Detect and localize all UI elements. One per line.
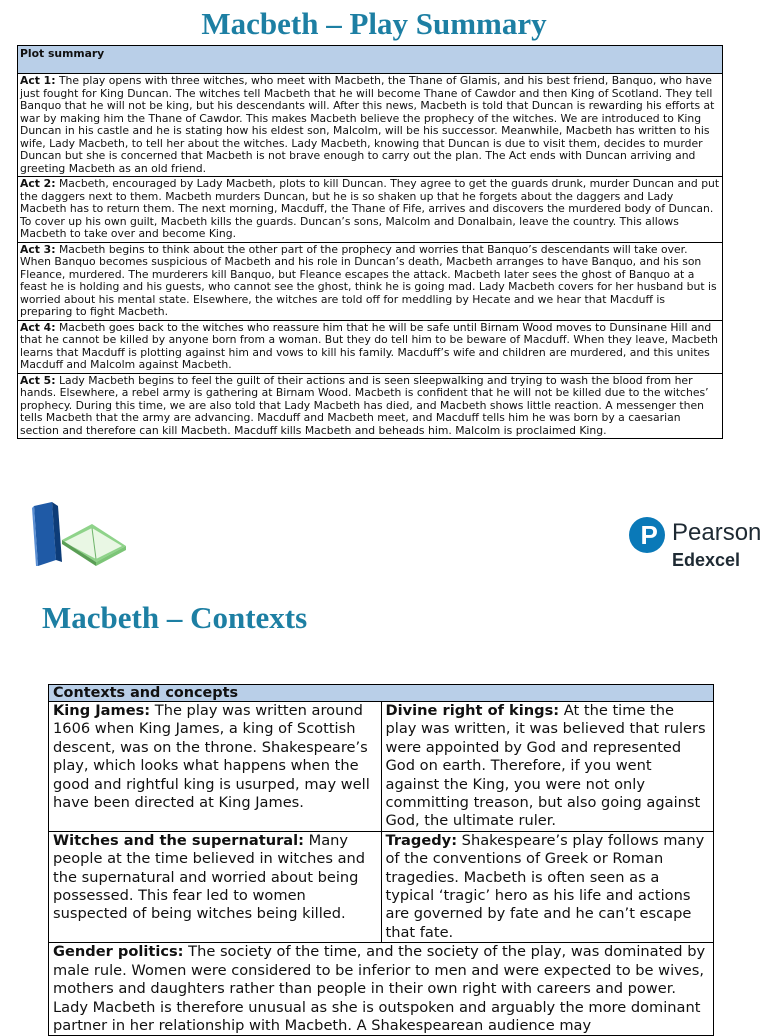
act-text: Macbeth goes back to the witches who reassure him that he will be safe until Birnam Wood moves to Dunsinane Hill and that he cannot be killed by anyone born from a woman. But they do tell him to be beware of Macduff. When they leave, Macbeth learns that Macduff is plotting against him and vows to kill his family. Macduff’s wife and children are murdered, and this unites Macduff and Malcolm against Macbeth. xyxy=(20,320,718,371)
context-cell-tragedy xyxy=(381,831,714,942)
context-text: At the time the play was written, it was believed that rulers were appointed by God and represented God on earth. Therefore, if you went against the King, you were not only committing treason, but also going against God, the ultimate ruler. xyxy=(385,702,706,830)
context-cell-witches xyxy=(49,831,382,942)
act-label: Act 2: xyxy=(20,177,56,190)
act-row xyxy=(18,373,723,439)
act-row xyxy=(18,242,723,320)
context-label: Divine right of kings: xyxy=(385,702,560,719)
contexts-row xyxy=(49,943,714,1036)
contexts-title: Macbeth – Contexts xyxy=(42,600,308,635)
act-cell xyxy=(18,74,723,177)
act-row xyxy=(18,74,723,177)
pearson-logo-icon xyxy=(628,516,668,556)
act-text: Lady Macbeth begins to feel the guilt of their actions and is seen sleepwalking and trying to wash the blood from her hands. Elsewhere, a rebel army is gathering at Birnam Wood. Macbeth is confident that he will not be killed due to the witches’ prophecy. During this time, we are also told that Lady Macbeth has died, and Macbeth shows little reaction. A messenger then tells Macbeth that the army are advancing. Macduff and Macbeth meet, and Macduff tells him he was born by a caesarian section and therefore can kill Macbeth. Macduff kills Macbeth and beheads him. Malcolm is proclaimed King. xyxy=(20,373,709,437)
plot-summary-header: Plot summary xyxy=(18,46,723,74)
context-cell-gender xyxy=(49,943,714,1036)
act-cell xyxy=(18,373,723,439)
plot-summary-header-row xyxy=(18,46,723,74)
context-text: The society of the time, and the society of the play, was dominated by male rule. Women were considered to be inferior to men and were expected to be wives, mothers and daughters rather than people in their own right with careers and power. Lady Macbeth is therefore unusual as she is outspoken and arguably the more dominant partner in her relationship with Macbeth. A Shakespearean audience may xyxy=(53,943,706,1034)
context-text: The play was written around 1606 when King James, a king of Scottish descent, was on the throne. Shakespeare’s play, which looks what happens when the good and rightful king is usurped, may well have been directed at King James. xyxy=(53,702,370,812)
pearson-edexcel-logo xyxy=(628,512,768,572)
context-label: Tragedy: xyxy=(385,831,458,849)
pearson-wordmark: Pearson xyxy=(672,519,762,546)
act-text: Macbeth begins to think about the other part of the prophecy and worries that Banquo’s descendants will take over. When Banquo becomes suspicious of Macbeth and his role in Duncan’s death, Macbeth arranges to have Banquo, and his son Fleance, murdered. The murderers kill Banquo, but Fleance escapes the attack. Macbeth later sees the ghost of Banquo at a feast he is holding and his guests, who cannot see the ghost, think he is going mad. Lady Macbeth covers for her husband but is worried about his mental state. Elsewhere, the witches are told off for meddling by Hecate and we hear that Macduff is preparing to fight Macbeth. xyxy=(20,242,717,318)
svg-text:P: P xyxy=(640,520,658,550)
act-label: Act 1: xyxy=(20,74,56,87)
page-title: Macbeth – Play Summary xyxy=(201,6,547,41)
contexts-header-row xyxy=(49,685,714,702)
act-cell xyxy=(18,177,723,243)
act-label: Act 4: xyxy=(20,320,56,334)
context-text: Shakespeare’s play follows many of the conventions of Greek or Roman tragedies. Macbeth is often seen as a typical ‘tragic’ hero as his life and actions are governed by fate and he can’t escape that fate. xyxy=(385,831,705,941)
act-cell xyxy=(18,242,723,320)
context-label: King James: xyxy=(53,702,151,719)
contexts-row xyxy=(49,831,714,942)
context-text: Many people at the time believed in witches and the supernatural and worried about being possessed. This fear led to women suspected of being witches being killed. xyxy=(53,831,366,923)
act-row xyxy=(18,320,723,373)
act-text: The play opens with three witches, who meet with Macbeth, the Thane of Glamis, and his best friend, Banquo, who have just fought for King Duncan. The witches tell Macbeth that he will become Thane of Cawdor and then King of Scotland. They tell Banquo that he will not be king, but his descendants will. After this news, Macbeth is told that Duncan is rewarding his efforts at war by making him the Thane of Cawdor. This makes Macbeth believe the prophecy of the witches. We are introduced to King Duncan in his castle and he is stating how his eldest son, Malcolm, will be his successor. Meanwhile, Macbeth has written to his wife, Lady Macbeth, to tell her about the witches. Lady Macbeth, knowing that Duncan is due to visit them, decides to murder Duncan but she is concerned that Macbeth is not brave enough to carry out the plan. The Act ends with Duncan arriving and greeting Macbeth as an old friend. xyxy=(20,74,715,175)
context-cell-king-james xyxy=(49,702,382,832)
plot-summary-table xyxy=(17,45,723,439)
act-label: Act 5: xyxy=(20,373,56,387)
books-illustration-icon xyxy=(30,500,130,568)
context-label: Witches and the supernatural: xyxy=(53,831,304,849)
context-cell-divine-right xyxy=(381,702,714,832)
act-text: Macbeth, encouraged by Lady Macbeth, plots to kill Duncan. They agree to get the guards drunk, murder Duncan and put the daggers next to them. Macbeth murders Duncan, but he is so shaken up that he forgets about the daggers and Lady Macbeth has to return them. The next morning, Macduff, the Thane of Fife, arrives and discovers the murdered body of Duncan. To cover up his own guilt, Macbeth kills the guards. Duncan’s sons, Malcolm and Donalbain, leave the country. This allows Macbeth to take over and become King. xyxy=(20,177,720,240)
act-label: Act 3: xyxy=(20,242,56,256)
act-cell xyxy=(18,320,723,373)
contexts-header: Contexts and concepts xyxy=(49,685,714,702)
context-label: Gender politics: xyxy=(53,943,184,961)
contexts-table xyxy=(48,684,714,1036)
act-row xyxy=(18,177,723,243)
edexcel-wordmark: Edexcel xyxy=(672,550,741,570)
contexts-row xyxy=(49,702,714,832)
